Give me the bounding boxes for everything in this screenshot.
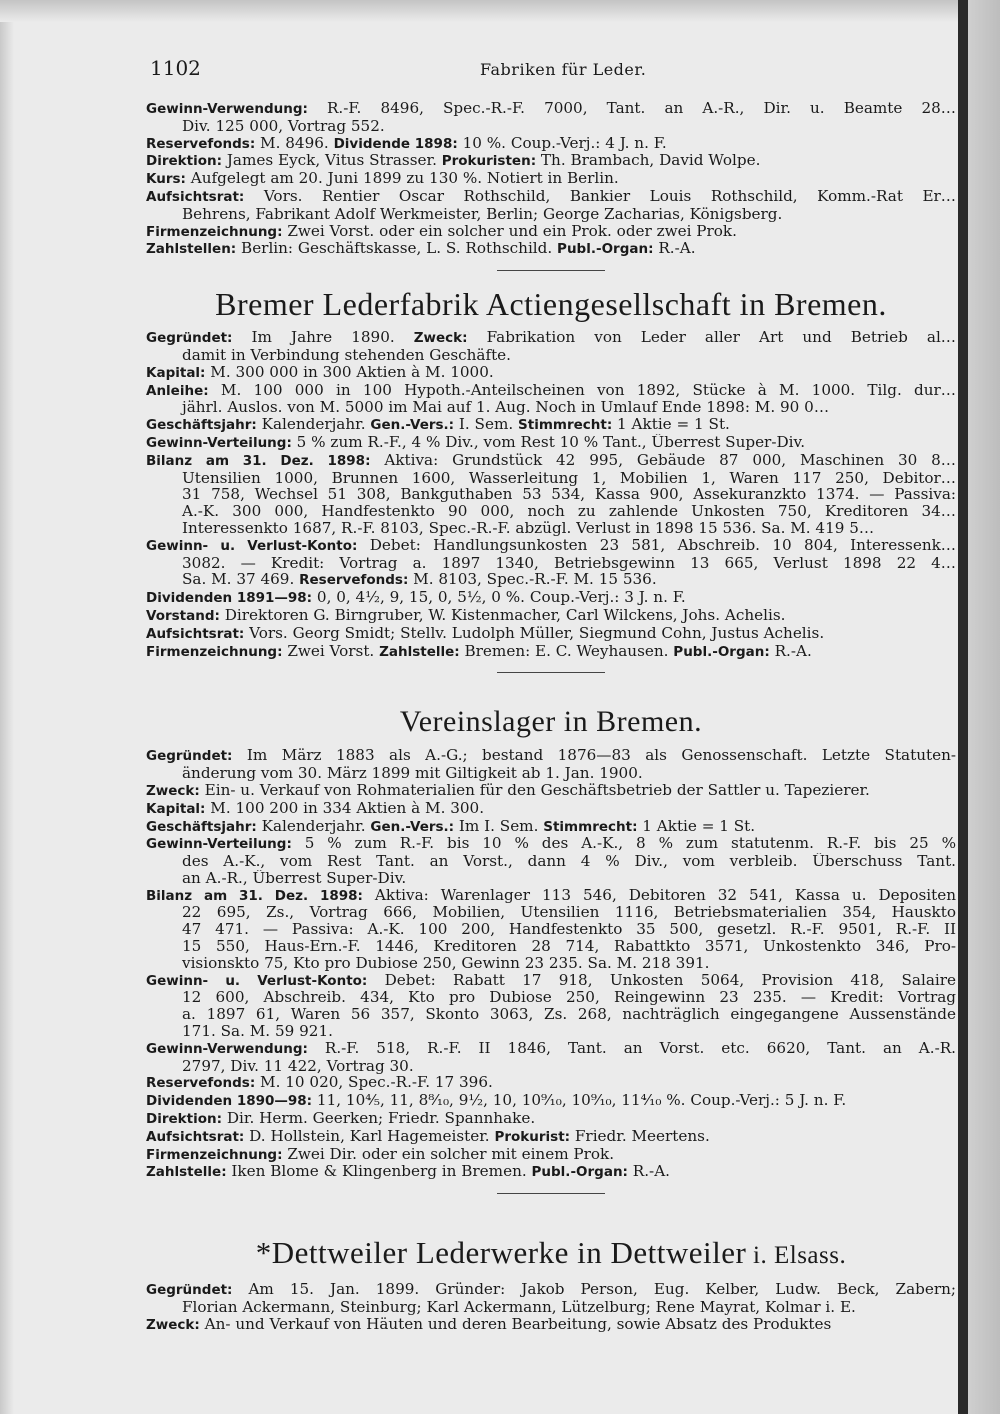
field-text: Behrens, Fabrikant Adolf Werkmeister, Berlin; George Zacharias, Königsberg.: [182, 205, 783, 223]
section-divider: [497, 1193, 605, 1194]
field-label: Gewinn-Verwendung:: [146, 1040, 308, 1057]
field-label: Aufsichtsrat:: [146, 625, 245, 642]
text-line: [146, 382, 956, 400]
page-content: [146, 100, 956, 1334]
text-line: [146, 1058, 956, 1075]
field-text: Direktoren G. Birngruber, W. Kistenmacher, Carl Wilckens, Johs. Achelis.: [219, 606, 786, 624]
field-label: Firmenzeichnung:: [146, 643, 283, 660]
field-label: Zahlstelle:: [379, 643, 460, 660]
text-line: [146, 486, 956, 503]
text-line: [146, 989, 956, 1006]
field-label: Zweck:: [413, 330, 468, 347]
text-line: [146, 1040, 956, 1058]
field-text: Im März 1883 als A.-G.; bestand 1876—83 als Genossenschaft. Letzte Statuten-: [232, 747, 956, 765]
field-text: Am 15. Jan. 1899. Gründer: Jakob Person, Eug. Kelber, Ludw. Beck, Zabern;: [232, 1281, 956, 1299]
field-text: 5 % zum R.-F., 4 % Div., vom Rest 10 % Tant., Überrest Super-Div.: [291, 433, 806, 451]
field-text: 1 Aktie = 1 St.: [637, 817, 756, 835]
field-label: Gewinn-Verteilung:: [146, 836, 292, 853]
field-text: An- und Verkauf von Häuten und deren Bearbeitung, sowie Absatz des Produktes: [199, 1315, 832, 1333]
text-line: [146, 1299, 956, 1316]
text-line: [146, 800, 956, 818]
field-text: Aufgelegt am 20. Juni 1899 zu 130 %. Notiert in Berlin.: [185, 170, 619, 188]
text-line: [146, 240, 956, 258]
text-line: [146, 206, 956, 223]
field-text: 31 758, Wechsel 51 308, Bankguthaben 53 534, Kassa 900, Assekuranzkto 1374. — Passiva:: [182, 486, 956, 504]
field-label: Prokuristen:: [441, 153, 537, 170]
field-text: Debet: Rabatt 17 918, Unkosten 5064, Provision 418, Salaire: [367, 971, 956, 989]
field-label: Aufsichtsrat:: [146, 1128, 245, 1145]
text-line: [146, 434, 956, 452]
text-line: [146, 835, 956, 853]
field-text: 2797, Div. 11 422, Vortrag 30.: [182, 1057, 414, 1075]
field-text: R.-A.: [653, 240, 696, 258]
field-label: Publ.-Organ:: [557, 241, 654, 258]
field-label: Dividenden 1891—98:: [146, 590, 313, 607]
text-line: [146, 555, 956, 572]
field-text: 11, 10⅘, 11, 8⁸⁄₁₀, 9½, 10, 10⁹⁄₁₀, 10⁹⁄₁₀, 11⁴⁄₁₀ %. Coup.-Verj.: 5 J. n. F.: [312, 1092, 847, 1110]
text-line: [146, 643, 956, 661]
text-line: [146, 1092, 956, 1110]
field-text: 22 695, Zs., Vortrag 666, Mobilien, Utensilien 1116, Betriebsmaterialien 354, Hauskto: [182, 904, 956, 922]
field-label: Zweck:: [146, 782, 200, 799]
field-label: Geschäftsjahr:: [146, 417, 257, 434]
field-text: 0, 0, 4½, 9, 15, 0, 5½, 0 %. Coup.-Verj.: 3 J. n. F.: [312, 589, 686, 607]
field-label: Zahlstelle:: [146, 1164, 227, 1181]
company-title-suffix: i. Elsass.: [746, 1242, 847, 1270]
field-text: Dir. Herm. Geerken; Friedr. Spannhake.: [222, 1110, 536, 1128]
text-line: [146, 135, 956, 153]
field-label: Vorstand:: [146, 607, 220, 624]
field-text: Aktiva: Warenlager 113 546, Debitoren 32 541, Kassa u. Depositen: [362, 886, 956, 904]
field-label: Zweck:: [146, 1316, 200, 1333]
text-line: [146, 1006, 956, 1023]
page-header: [150, 56, 950, 86]
text-line: [146, 571, 956, 589]
text-line: [146, 955, 956, 972]
field-text: Im I. Sem.: [454, 817, 544, 835]
field-text: Interessenkto 1687, R.-F. 8103, Spec.-R.-F. abzügl. Verlust in 1898 15 536. Sa. M. 419 5…: [182, 519, 875, 537]
field-label: Gegründet:: [146, 1282, 233, 1299]
field-label: Firmenzeichnung:: [146, 1146, 283, 1163]
text-line: [146, 188, 956, 206]
text-line: [146, 818, 956, 836]
field-text: Div. 125 000, Vortrag 552.: [182, 117, 385, 135]
field-text: Iken Blome & Klingenberg in Bremen.: [226, 1163, 532, 1181]
field-label: Reservefonds:: [146, 135, 256, 152]
text-line: [146, 1023, 956, 1040]
field-text: Vors. Georg Smidt; Stellv. Ludolph Müller, Siegmund Cohn, Justus Achelis.: [244, 624, 825, 642]
text-line: [146, 904, 956, 921]
field-text: an A.-R., Überrest Super-Div.: [182, 869, 407, 887]
text-line: [146, 1146, 956, 1164]
field-text: 47 471. — Passiva: A.-K. 100 200, Handfestenkto 35 500, gesetzl. R.-F. 9501, R.-F. II: [182, 921, 956, 939]
text-line: [146, 747, 956, 765]
field-label: Gewinn- u. Verlust-Konto:: [146, 972, 368, 989]
field-text: 1 Aktie = 1 St.: [612, 416, 730, 434]
field-text: damit in Verbindung stehenden Geschäfte.: [182, 346, 511, 364]
field-text: M. 8103, Spec.-R.-F. M. 15 536.: [408, 571, 657, 589]
field-label: Reservefonds:: [146, 1075, 256, 1092]
field-text: D. Hollstein, Karl Hagemeister.: [244, 1127, 495, 1145]
field-label: Gewinn- u. Verlust-Konto:: [146, 537, 358, 554]
field-text: Fabrikation von Leder aller Art und Betrieb al…: [467, 329, 956, 347]
text-line: [146, 1316, 956, 1334]
field-text: M. 300 000 in 300 Aktien à M. 1000.: [205, 363, 494, 381]
field-text: M. 10 020, Spec.-R.-F. 17 396.: [255, 1074, 493, 1092]
field-label: Firmenzeichnung:: [146, 223, 283, 240]
section-divider: [497, 672, 605, 673]
field-label: Kapital:: [146, 800, 206, 817]
text-line: [146, 607, 956, 625]
field-text: Im Jahre 1890.: [232, 329, 414, 347]
field-text: des A.-K., vom Rest Tant. an Vorst., dann 4 % Div., vom verbleib. Überschuss Tant.: [182, 853, 956, 870]
field-label: Bilanz am 31. Dez. 1898:: [146, 452, 371, 469]
field-text: 3082. — Kredit: Vortrag a. 1897 1340, Betriebsgewinn 13 665, Verlust 1898 22 4…: [182, 554, 956, 572]
text-line: [146, 1110, 956, 1128]
field-text: A.-K. 300 000, Handfestenkto 90 000, noch zu zahlende Unkosten 750, Kreditoren 34…: [182, 503, 956, 520]
text-line: [146, 100, 956, 118]
field-label: Geschäftsjahr:: [146, 818, 257, 835]
field-label: Gegründet:: [146, 330, 233, 347]
text-line: [146, 152, 956, 170]
field-label: Gegründet:: [146, 748, 233, 765]
text-line: [146, 782, 956, 800]
text-line: [146, 921, 956, 938]
field-text: Zwei Dir. oder ein solcher mit einem Prok.: [282, 1145, 615, 1163]
field-text: R.-F. 518, R.-F. II 1846, Tant. an Vorst. etc. 6620, Tant. an A.-R.: [307, 1039, 956, 1057]
field-text: Zwei Vorst. oder ein solcher und ein Prok. oder zwei Prok.: [282, 222, 737, 240]
field-label: Gen.-Vers.:: [370, 818, 455, 835]
section-divider: [497, 270, 605, 271]
text-line: [146, 537, 956, 555]
field-text: Aktiva: Grundstück 42 995, Gebäude 87 000, Maschinen 30 8…: [370, 451, 956, 469]
text-line: [146, 1163, 956, 1181]
company-title: [146, 703, 956, 741]
field-text: R.-A.: [627, 1163, 670, 1181]
text-line: [146, 399, 956, 416]
field-label: Gen.-Vers.:: [370, 417, 455, 434]
text-line: [146, 223, 956, 241]
field-label: Kurs:: [146, 171, 186, 188]
company-entry: [146, 285, 956, 660]
field-text: Debet: Handlungsunkosten 23 581, Abschreib. 10 804, Interessenk…: [357, 536, 956, 554]
company-entry: [146, 703, 956, 1181]
field-text: 15 550, Haus-Ern.-F. 1446, Kreditoren 28 714, Rabattkto 3571, Unkostenkto 346, Pro-: [182, 938, 956, 955]
field-text: Zwei Vorst.: [282, 642, 380, 660]
field-label: Gewinn-Verwendung:: [146, 101, 308, 117]
text-line: [146, 887, 956, 905]
field-text: Ein- u. Verkauf von Rohmaterialien für den Geschäftsbetrieb der Sattler u. Tapezierer.: [199, 781, 870, 799]
company-entry: [146, 100, 956, 258]
field-label: Dividende 1898:: [333, 135, 458, 152]
field-text: Th. Brambach, David Wolpe.: [536, 152, 761, 170]
field-text: M. 100 200 in 334 Aktien à M. 300.: [205, 799, 485, 817]
field-label: Publ.-Organ:: [531, 1164, 628, 1181]
company-entry: [146, 1234, 956, 1333]
text-line: [146, 870, 956, 887]
field-text: R.-A.: [769, 642, 812, 660]
text-line: [146, 938, 956, 955]
text-line: [146, 1128, 956, 1146]
field-text: jährl. Auslos. von M. 5000 im Mai auf 1. Aug. Noch in Umlauf Ende 1898: M. 90 0…: [182, 399, 830, 417]
text-line: [146, 625, 956, 643]
text-line: [146, 1281, 956, 1299]
text-line: [146, 853, 956, 870]
field-text: R.-F. 8496, Spec.-R.-F. 7000, Tant. an A.-R., Dir. u. Beamte 28…: [307, 100, 956, 117]
field-text: 171. Sa. M. 59 921.: [182, 1023, 333, 1040]
field-label: Stimmrecht:: [518, 417, 613, 434]
text-line: [146, 416, 956, 434]
field-text: a. 1897 61, Waren 56 357, Skonto 3063, Zs. 268, nachträglich eingegangene Aussenstände: [182, 1006, 956, 1024]
field-text: Vors. Rentier Oscar Rothschild, Bankier Louis Rothschild, Komm.-Rat Er…: [244, 187, 956, 205]
running-head: Fabriken für Leder.: [480, 60, 647, 79]
field-text: James Eyck, Vitus Strasser.: [222, 152, 442, 170]
field-label: Publ.-Organ:: [673, 643, 770, 660]
field-label: Prokurist:: [494, 1128, 571, 1145]
text-line: [146, 520, 956, 537]
field-text: M. 100 000 in 100 Hypoth.-Anteilscheinen von 1892, Stücke à M. 1000. Tilg. dur…: [208, 381, 956, 399]
text-line: [146, 1074, 956, 1092]
field-text: 10 %. Coup.-Verj.: 4 J. n. F.: [457, 134, 667, 152]
field-text: visionskto 75, Kto pro Dubiose 250, Gewinn 23 235. Sa. M. 218 391.: [182, 954, 710, 972]
field-label: Direktion:: [146, 1111, 222, 1128]
field-text: Utensilien 1000, Brunnen 1600, Wasserleitung 1, Mobilien 1, Waren 117 250, Debitor…: [182, 469, 956, 487]
field-label: Gewinn-Verteilung:: [146, 434, 292, 451]
text-line: [146, 452, 956, 470]
company-title-text: *Dettweiler Lederwerke in Dettweiler: [255, 1235, 747, 1271]
field-label: Dividenden 1890—98:: [146, 1093, 313, 1110]
text-line: [146, 503, 956, 520]
company-title: [146, 285, 956, 323]
text-line: [146, 329, 956, 347]
field-text: M. 8496.: [255, 134, 334, 152]
text-line: [146, 347, 956, 364]
text-line: [146, 118, 956, 135]
adjacent-page-edge: [958, 0, 1000, 1414]
field-text: I. Sem.: [454, 416, 519, 434]
field-text: Berlin: Geschäftskasse, L. S. Rothschild.: [236, 240, 558, 258]
field-label: Anleihe:: [146, 382, 209, 399]
field-label: Bilanz am 31. Dez. 1898:: [146, 887, 363, 904]
field-label: Kapital:: [146, 364, 206, 381]
text-line: [146, 765, 956, 782]
field-label: Zahlstellen:: [146, 241, 237, 258]
field-label: Reservefonds:: [299, 572, 409, 589]
field-text: 5 % zum R.-F. bis 10 % des A.-K., 8 % zum statutenm. R.-F. bis 25 %: [291, 835, 956, 853]
text-line: [146, 364, 956, 382]
field-text: Kalenderjahr.: [256, 817, 371, 835]
field-text: Bremen: E. C. Weyhausen.: [459, 642, 674, 660]
text-line: [146, 170, 956, 188]
field-text: Sa. M. 37 469.: [182, 571, 300, 589]
field-label: Direktion:: [146, 153, 222, 170]
field-text: Friedr. Meertens.: [570, 1127, 710, 1145]
company-title-text: Bremer Lederfabrik Actiengesellschaft in Bremen.: [215, 286, 887, 323]
field-text: Florian Ackermann, Steinburg; Karl Ackermann, Lützelburg; Rene Mayrat, Kolmar i. E.: [182, 1299, 856, 1316]
page-top-shadow: [0, 0, 968, 22]
field-text: änderung vom 30. März 1899 mit Giltigkeit ab 1. Jan. 1900.: [182, 765, 643, 782]
field-label: Stimmrecht:: [543, 818, 638, 835]
text-line: [146, 589, 956, 607]
field-text: Kalenderjahr.: [256, 416, 371, 434]
page-left-shadow: [0, 0, 14, 1414]
page-number: 1102: [150, 56, 201, 80]
company-title-text: Vereinslager in Bremen.: [399, 705, 703, 739]
field-label: Aufsichtsrat:: [146, 188, 245, 205]
text-line: [146, 972, 956, 990]
field-text: 12 600, Abschreib. 434, Kto pro Dubiose 250, Reingewinn 23 235. — Kredit: Vortrag: [182, 989, 956, 1007]
text-line: [146, 470, 956, 487]
company-title: [146, 1234, 956, 1275]
